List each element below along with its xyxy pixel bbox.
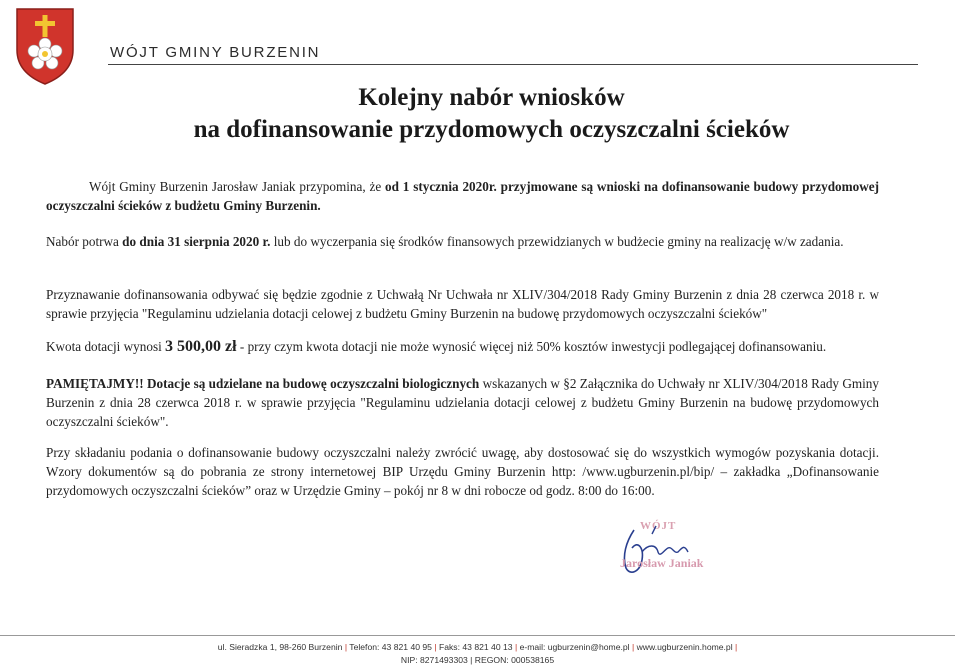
paragraph-reminder xyxy=(46,374,879,432)
footer-fax: Faks: 43 821 40 13 xyxy=(438,642,513,652)
coat-of-arms-icon xyxy=(14,6,76,86)
issuer-heading: WÓJT GMINY BURZENIN xyxy=(110,44,321,61)
document-title-line-1: Kolejny nabór wniosków xyxy=(358,84,625,111)
amount-text-a: Kwota dotacji wynosi xyxy=(46,339,166,354)
deadline-date: do dnia 31 sierpnia 2020 r. xyxy=(122,234,271,249)
stamp-title: WÓJT xyxy=(640,520,677,532)
paragraph-intro xyxy=(46,177,879,215)
intro-emphasis: od 1 stycznia 2020r. przyjmowane są wnioski na dofinansowanie budowy przydomowej oczyszczalni ścieków z budżetu Gminy Burzenin. xyxy=(46,179,879,214)
footer-phone: Telefon: 43 821 40 95 xyxy=(349,642,432,652)
paragraph-resolution: Przyznawanie dofinansowania odbywać się będzie zgodnie z Uchwałą Nr Uchwała nr XLIV/304/2018 Rady Gminy Burzenin z dnia 28 czerwca 2018 r. w sprawie przyjęcia "Regulaminu udzielania dotacji celowej z budżetu Gminy Burzenin na budowę przydomowych oczyszczalni ścieków" xyxy=(46,287,879,322)
paragraph-amount xyxy=(46,337,879,356)
footer-ids: NIP: 8271493303 | REGON: 000538165 xyxy=(400,655,555,665)
footer-separator: | xyxy=(344,642,350,652)
reminder-text: wskazanych w §2 Załącznika do Uchwały nr XLIV/304/2018 Rady Gminy Burzenin z dnia 28 czerwca 2018 r. w sprawie przyjęcia "Regulaminu udzielania dotacji celowej z budżetu Gminy Burzenin na budowę przydomowych oczyszczalni ścieków". xyxy=(46,376,879,430)
deadline-text-c: lub do wyczerpania się środków finansowych przewidzianych w budżecie gminy na realizację w/w zadania. xyxy=(270,234,844,249)
amount-text-c: - przy czym kwota dotacji nie może wynosić więcej niż 50% kosztów inwestycji podlegającej dofinansowaniu. xyxy=(236,339,827,354)
intro-text: Wójt Gminy Burzenin Jarosław Janiak przypomina, że xyxy=(89,179,386,194)
footer-separator: | xyxy=(434,642,439,652)
header-divider xyxy=(108,64,918,65)
reminder-emphasis: PAMIĘTAJMY!! Dotacje są udzielane na budowę oczyszczalni biologicznych xyxy=(46,376,480,391)
footer-divider xyxy=(0,635,955,636)
footer-email[interactable]: e-mail: ugburzenin@home.pl xyxy=(519,642,630,652)
paragraph-instructions: Przy składaniu podania o dofinansowanie budowy oczyszczalni należy zwrócić uwagę, aby dostosować się do wszystkich wymogów pozyskania dotacji. Wzory dokumentów są do pobrania ze strony internetowej BIP Urzędu Gminy Burzenin http: /www.ugburzenin.pl/bip/ – zakładka „Dofinansowanie przydomowych oczyszczalni ścieków” oraz w Urzędzie Gminy – pokój nr 8 w dni robocze od godz. 8:00 do 16:00. xyxy=(46,445,879,499)
stamp-name: Jarosław Janiak xyxy=(620,556,704,570)
grant-amount: 3 500,00 zł xyxy=(165,338,237,355)
footer-address: ul. Sieradzka 1, 98-260 Burzenin xyxy=(217,642,343,652)
footer-contact-line xyxy=(0,642,955,652)
handwritten-signature xyxy=(612,522,722,580)
footer-website[interactable]: www.ugburzenin.home.pl xyxy=(636,642,733,652)
footer-separator: | xyxy=(735,642,738,652)
footer-separator: | xyxy=(514,642,520,652)
document-title-line-2: na dofinansowanie przydomowych oczyszczalni ścieków xyxy=(193,116,790,143)
footer-separator: | xyxy=(631,642,637,652)
paragraph-deadline xyxy=(46,232,879,251)
deadline-text-a: Nabór potrwa xyxy=(46,234,123,249)
